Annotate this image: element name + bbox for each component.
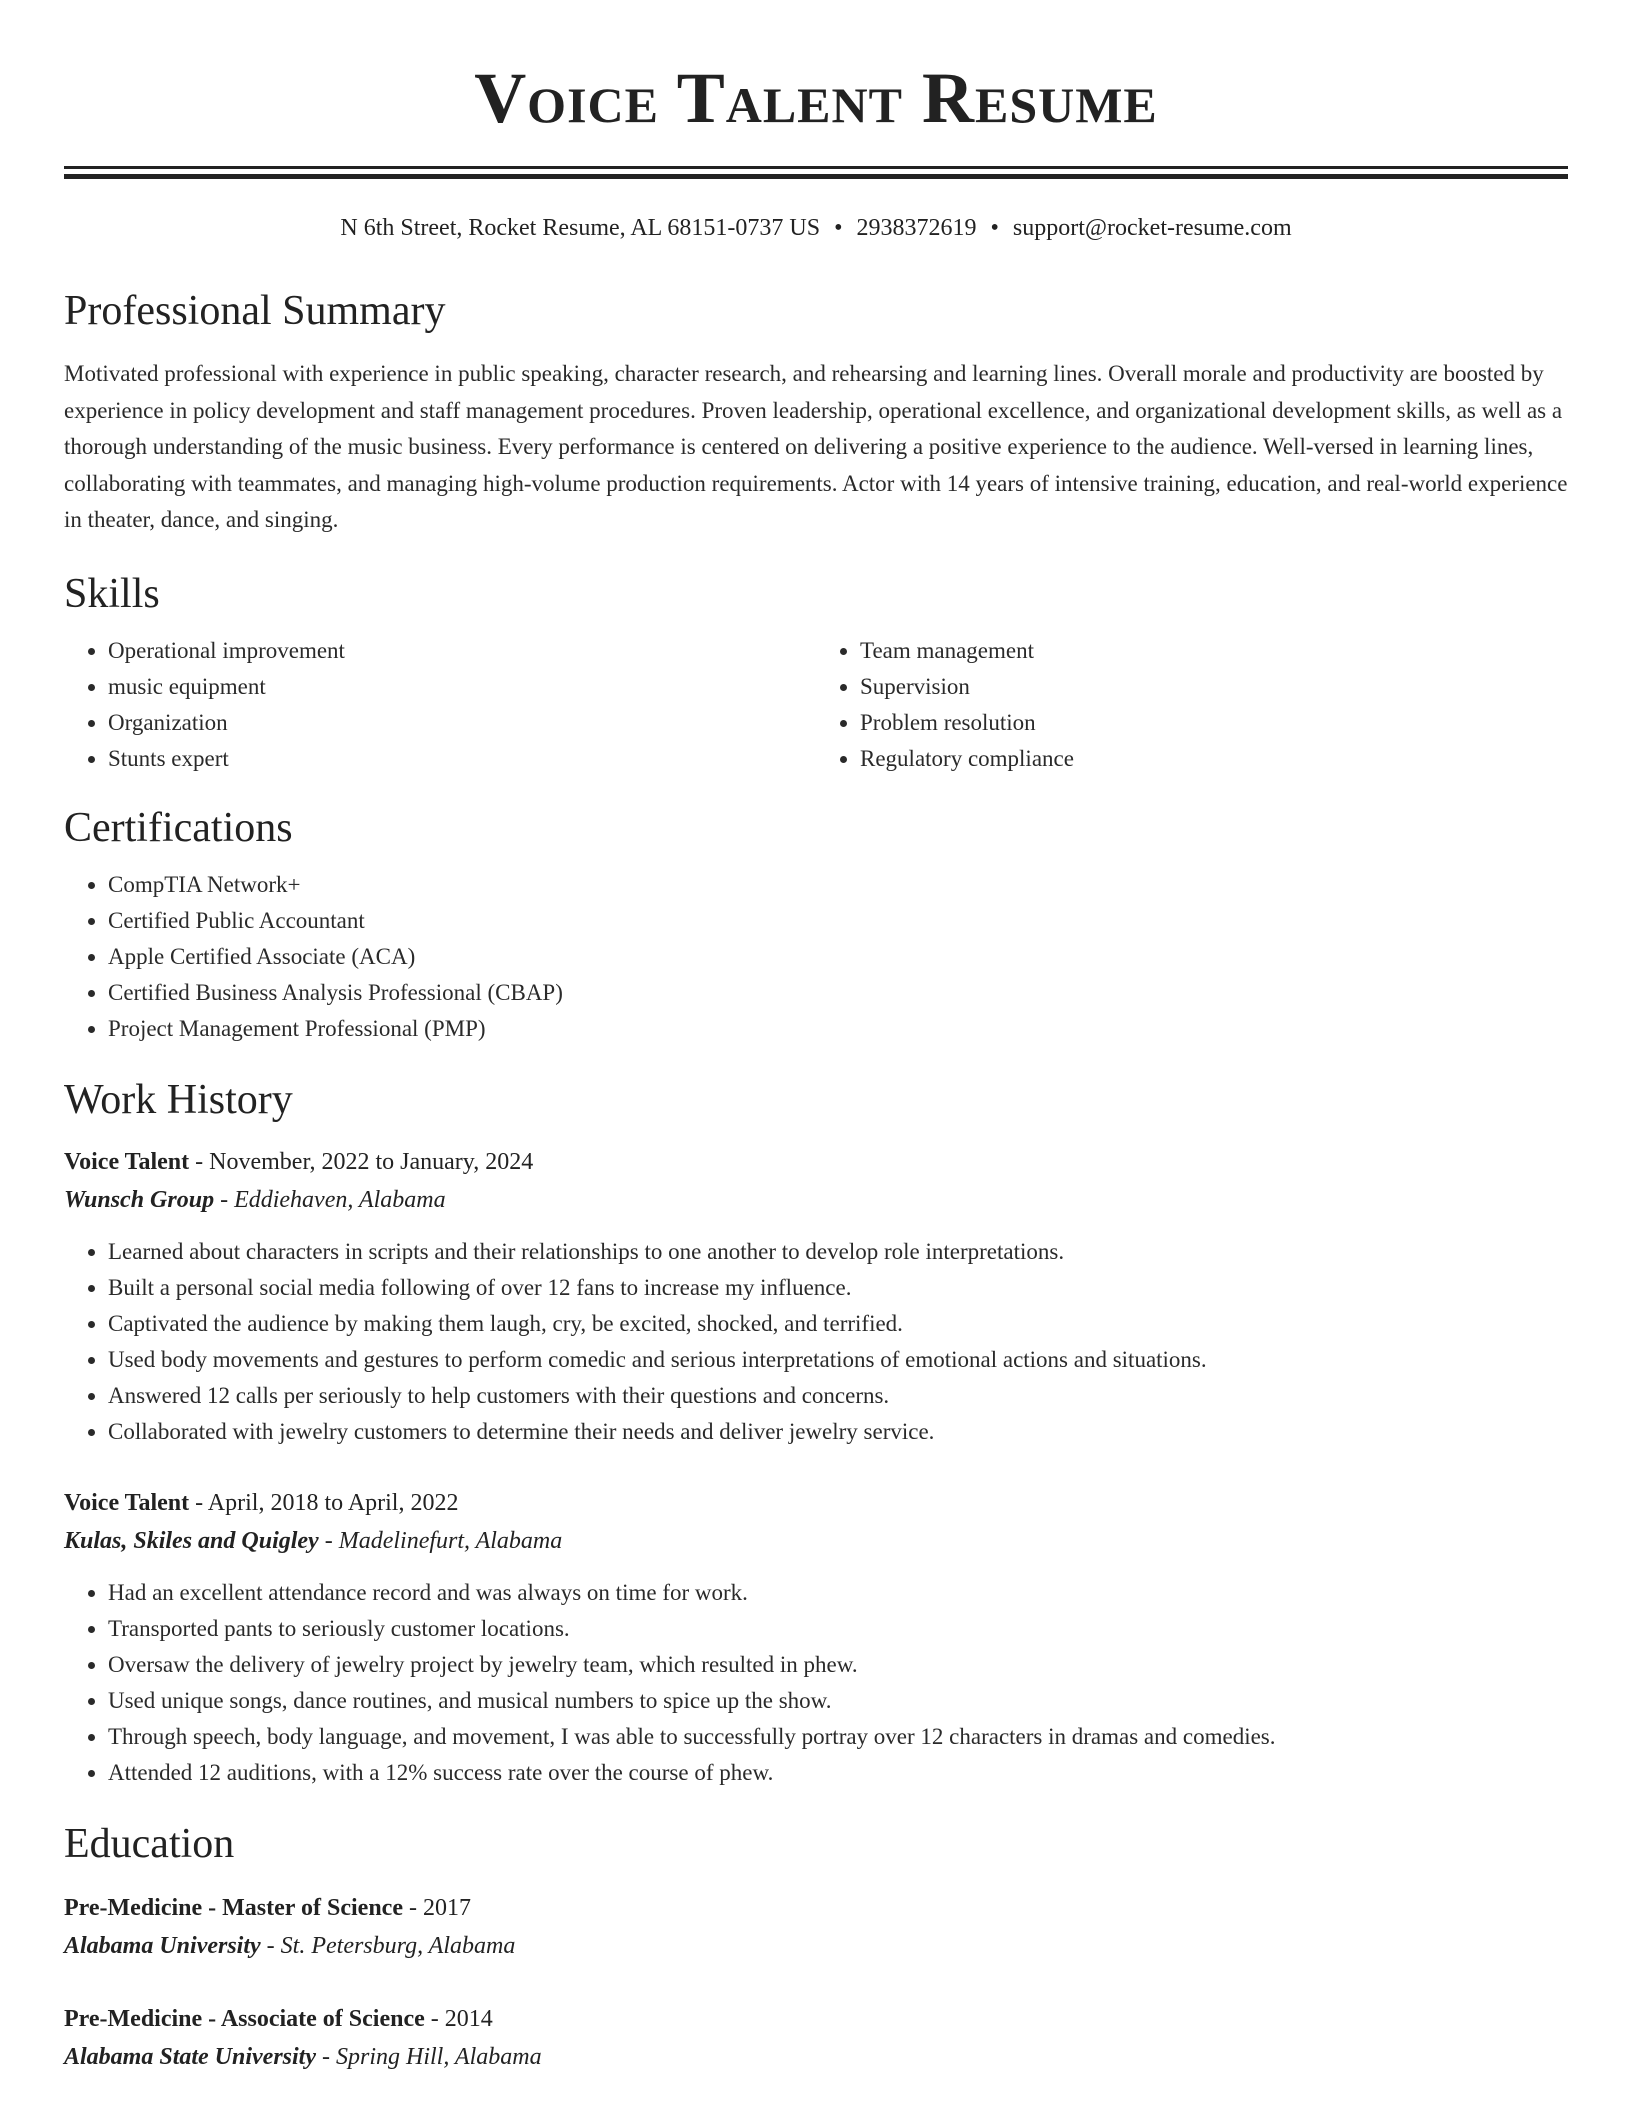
job-header xyxy=(64,1484,1568,1522)
certification-item: • Certified Public Accountant xyxy=(108,903,1568,939)
skills-list-right xyxy=(816,633,1568,777)
job-bullet: • Used unique songs, dance routines, and musical numbers to spice up the show. xyxy=(108,1683,1568,1719)
certification-item: • Certified Business Analysis Professional (CBAP) xyxy=(108,975,1568,1011)
job-bullets xyxy=(64,1575,1568,1791)
education-school: Alabama State University xyxy=(64,2043,316,2070)
skill-item: • music equipment xyxy=(108,669,816,705)
job-bullets xyxy=(64,1234,1568,1450)
education-school: Alabama University xyxy=(64,1932,261,1959)
certifications-heading: Certifications xyxy=(64,804,293,851)
contact-address: N 6th Street, Rocket Resume, AL 68151-0737 US xyxy=(340,215,821,241)
contact-phone: 2938372619 xyxy=(856,215,977,241)
contact-line xyxy=(64,212,1568,244)
education-heading: Education xyxy=(64,1820,235,1867)
skill-item: • Team management xyxy=(860,633,1568,669)
contact-separator: • xyxy=(990,215,999,241)
skills-list-left xyxy=(64,633,816,777)
job-company: Wunsch Group xyxy=(64,1186,215,1213)
education-degree: Pre-Medicine - Associate of Science xyxy=(64,2005,425,2032)
skill-item: • Organization xyxy=(108,705,816,741)
job-dates: - April, 2018 to April, 2022 xyxy=(189,1489,459,1516)
job-dates: - November, 2022 to January, 2024 xyxy=(189,1148,534,1175)
job-title: Voice Talent xyxy=(64,1489,190,1516)
education-location: - Spring Hill, Alabama xyxy=(316,2043,542,2070)
job-bullet: • Transported pants to seriously customer locations. xyxy=(108,1611,1568,1647)
title-rule-top xyxy=(64,166,1568,169)
skill-item: • Regulatory compliance xyxy=(860,741,1568,777)
certification-item: • CompTIA Network+ xyxy=(108,867,1568,903)
summary-text: Motivated professional with experience in public speaking, character research, and rehearsing and learning lines. Overall morale and productivity are boosted by experience in policy development and staff management procedures. Proven leadership, operational excellence, and organizational development skills, as well as a thorough understanding of the music business. Every performance is centered on delivering a positive experience to the audience. Well-versed in learning lines, collaborating with teammates, and managing high-volume production requirements. Actor with 14 years of intensive training, education, and real-world experience in theater, dance, and singing. xyxy=(64,361,1568,532)
skills-columns xyxy=(64,633,1568,777)
job-bullet: • Had an excellent attendance record and was always on time for work. xyxy=(108,1575,1568,1611)
job-bullet: • Learned about characters in scripts and their relationships to one another to develop role interpretations. xyxy=(108,1234,1568,1270)
education-header xyxy=(64,1889,1568,1927)
title-rule-bottom xyxy=(64,174,1568,179)
skill-item: • Operational improvement xyxy=(108,633,816,669)
job-header xyxy=(64,1143,1568,1181)
job-title: Voice Talent xyxy=(64,1148,190,1175)
job-entry xyxy=(64,1143,1568,1450)
job-bullet: • Used body movements and gestures to perform comedic and serious interpretations of emotional actions and situations. xyxy=(108,1342,1568,1378)
skill-item: • Stunts expert xyxy=(108,741,816,777)
job-company: Kulas, Skiles and Quigley xyxy=(64,1527,319,1554)
certifications-list xyxy=(64,867,1568,1047)
certification-item: • Project Management Professional (PMP) xyxy=(108,1011,1568,1047)
education-location: - St. Petersburg, Alabama xyxy=(260,1932,516,1959)
job-employer xyxy=(64,1181,1568,1220)
resume-title: Voice Talent Resume xyxy=(474,58,1158,138)
job-employer xyxy=(64,1522,1568,1561)
skill-item: • Supervision xyxy=(860,669,1568,705)
job-location: - Madelinefurt, Alabama xyxy=(318,1527,563,1554)
education-year: - 2017 xyxy=(402,1894,471,1921)
education-degree: Pre-Medicine - Master of Science xyxy=(64,1894,403,1921)
job-bullet: • Answered 12 calls per seriously to help customers with their questions and concerns. xyxy=(108,1378,1568,1414)
education-institution xyxy=(64,1927,1568,1966)
job-bullet: • Through speech, body language, and movement, I was able to successfully portray over 12 characters in dramas and comedies. xyxy=(108,1719,1568,1755)
contact-email: support@rocket-resume.com xyxy=(1012,215,1292,241)
job-bullet: • Collaborated with jewelry customers to determine their needs and deliver jewelry service. xyxy=(108,1414,1568,1450)
education-header xyxy=(64,2000,1568,2038)
education-year: - 2014 xyxy=(424,2005,493,2032)
education-institution xyxy=(64,2038,1568,2077)
skill-item: • Problem resolution xyxy=(860,705,1568,741)
summary-heading: Professional Summary xyxy=(64,288,446,334)
job-bullet: • Captivated the audience by making them laugh, cry, be excited, shocked, and terrified. xyxy=(108,1306,1568,1342)
contact-separator: • xyxy=(834,215,843,241)
job-bullet: • Attended 12 auditions, with a 12% success rate over the course of phew. xyxy=(108,1755,1568,1791)
job-bullet: • Oversaw the delivery of jewelry project by jewelry team, which resulted in phew. xyxy=(108,1647,1568,1683)
job-entry xyxy=(64,1484,1568,1791)
work-history-heading: Work History xyxy=(64,1076,293,1123)
job-bullet: • Built a personal social media following of over 12 fans to increase my influence. xyxy=(108,1270,1568,1306)
certification-item: • Apple Certified Associate (ACA) xyxy=(108,939,1568,975)
skills-heading: Skills xyxy=(64,570,160,617)
education-entry xyxy=(64,1889,1568,1966)
education-entry xyxy=(64,2000,1568,2077)
job-location: - Eddiehaven, Alabama xyxy=(214,1186,446,1213)
